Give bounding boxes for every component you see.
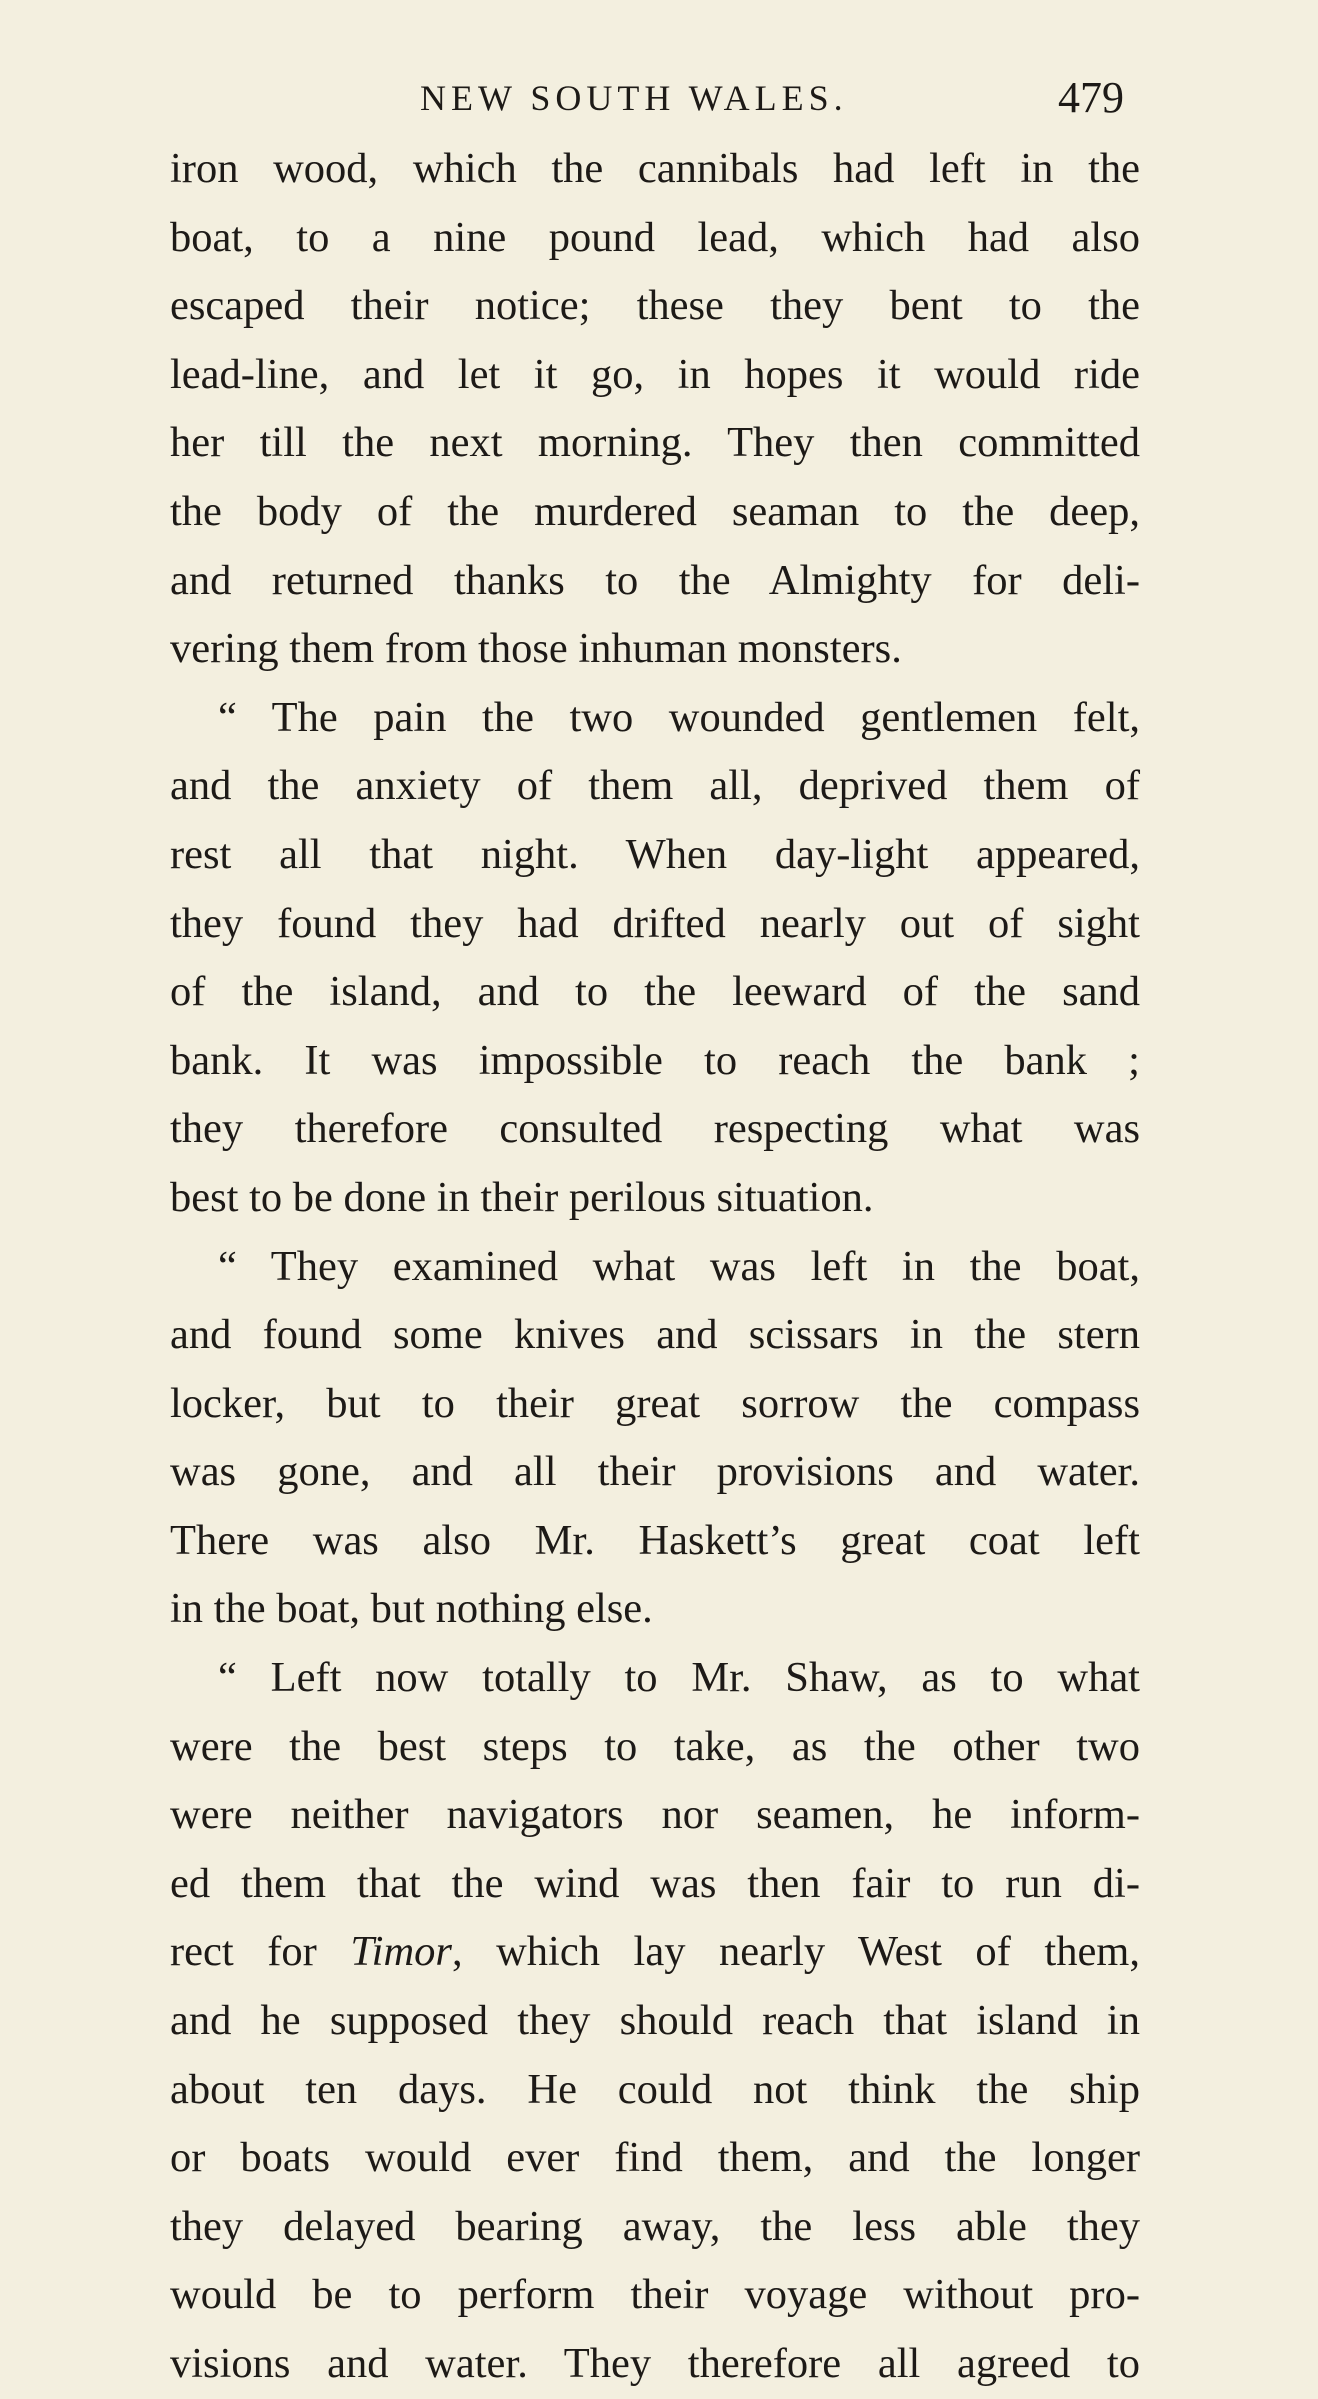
- text-line: iron wood, which the cannibals had left in the: [170, 145, 1140, 192]
- running-head: [0, 68, 1318, 128]
- text-line: “ The pain the two wounded gentlemen felt,: [218, 693, 1140, 741]
- place-name-timor: Timor: [350, 1928, 452, 1976]
- text-segment: , which lay nearly West of them,: [451, 1928, 1140, 1976]
- text-line: her till the next morning. They then committed: [170, 419, 1140, 467]
- text-line: and the anxiety of them all, deprived them of: [170, 762, 1140, 810]
- text-line: or boats would ever find them, and the longer: [170, 2134, 1140, 2182]
- text-line: of the island, and to the leeward of the sand: [170, 968, 1140, 1016]
- text-line: locker, but to their great sorrow the compass: [170, 1379, 1140, 1427]
- text-line: ed them that the wind was then fair to run di-: [170, 1859, 1140, 1907]
- text-line: escaped their notice; these they bent to the: [170, 282, 1140, 330]
- text-line: in the boat, but nothing else.: [170, 1585, 653, 1633]
- text-line-timor: [170, 1918, 1140, 1987]
- text-line: were the best steps to take, as the other two: [170, 1722, 1140, 1770]
- text-line: “ Left now totally to Mr. Shaw, as to what: [218, 1654, 1140, 1702]
- text-line: they found they had drifted nearly out of sight: [170, 899, 1140, 947]
- page-number: 479: [1058, 73, 1124, 122]
- text-line: lead-line, and let it go, in hopes it would ride: [170, 350, 1140, 398]
- text-line: rest all that night. When day-light appeared,: [170, 830, 1140, 878]
- text-line: and returned thanks to the Almighty for deli-: [170, 556, 1140, 604]
- text-line: and found some knives and scissars in the stern: [170, 1311, 1140, 1359]
- text-line: boat, to a nine pound lead, which had also: [170, 213, 1140, 261]
- text-line: about ten days. He could not think the ship: [170, 2065, 1140, 2113]
- running-title: NEW SOUTH WALES.: [420, 78, 848, 118]
- text-line: and he supposed they should reach that island in: [170, 1997, 1140, 2045]
- text-line: was gone, and all their provisions and water.: [170, 1448, 1140, 1496]
- text-line: the body of the murdered seaman to the deep,: [170, 487, 1140, 535]
- text-line: best to be done in their perilous situation.: [170, 1173, 874, 1221]
- text-line: bank. It was impossible to reach the bank ;: [170, 1036, 1140, 1084]
- text-line: were neither navigators nor seamen, he inform-: [170, 1791, 1140, 1839]
- text-line: they delayed bearing away, the less able they: [170, 2202, 1140, 2250]
- text-line: would be to perform their voyage without pro-: [170, 2271, 1140, 2319]
- text-line: visions and water. They therefore all agreed to: [170, 2340, 1140, 2387]
- text-line: There was also Mr. Haskett’s great coat left: [170, 1516, 1140, 1564]
- text-segment: rect for: [170, 1928, 351, 1976]
- text-line: “ They examined what was left in the boat,: [218, 1242, 1140, 1290]
- body-text: [170, 135, 1140, 2399]
- text-line: vering them from those inhuman monsters.: [170, 625, 902, 673]
- text-line: they therefore consulted respecting what was: [170, 1105, 1140, 1153]
